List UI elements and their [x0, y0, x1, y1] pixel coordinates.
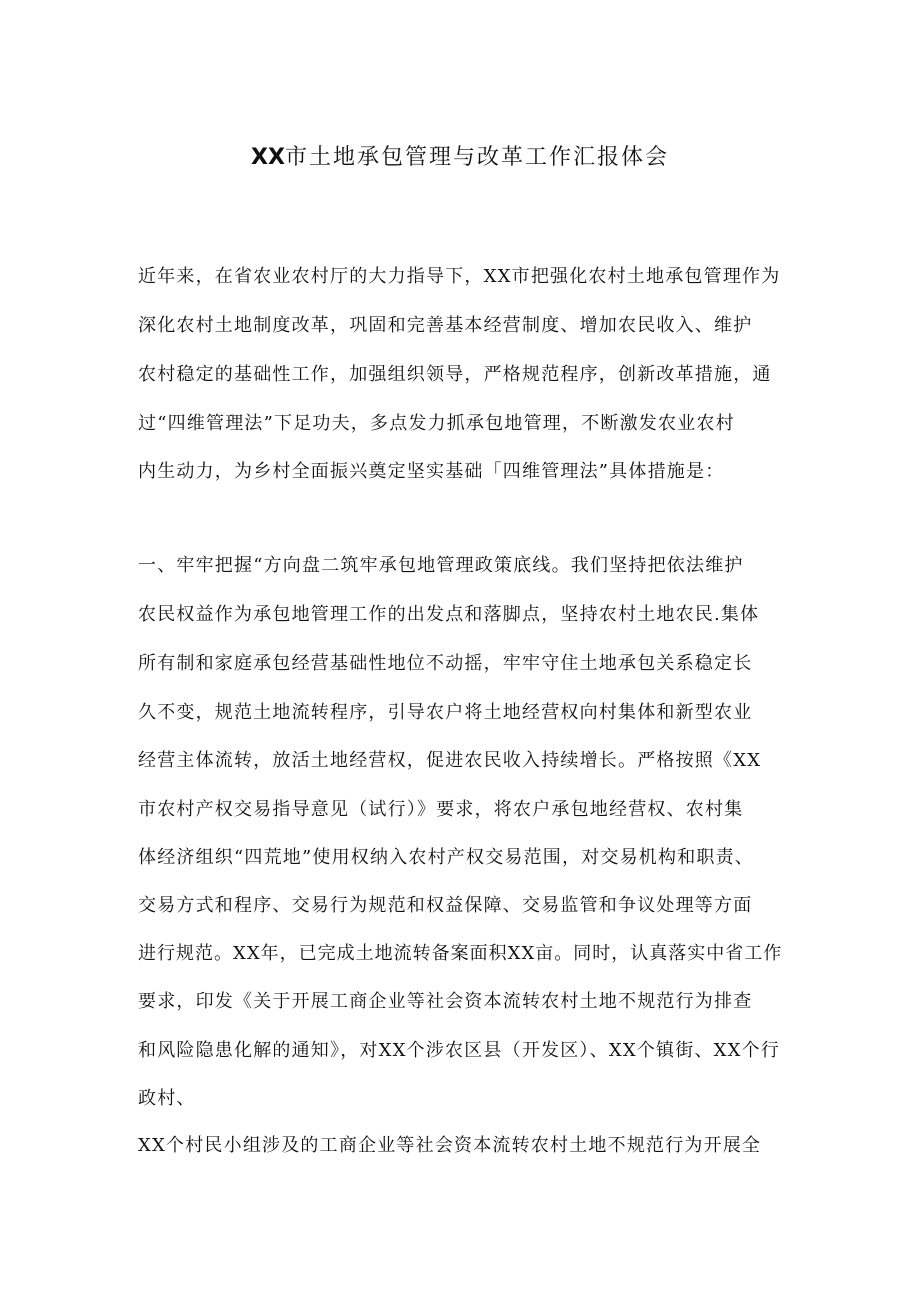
document-title [0, 143, 920, 173]
paragraph-2-line-12: 政村、 [138, 1088, 196, 1109]
paragraph-2-line-8: 交易方式和程序、交易行为规范和权益保障、交易监管和争议处理等方面 [138, 895, 753, 916]
paragraph-2-line-13: XX个村民小组涉及的工商企业等社会资本流转农村土地不规范行为开展全 [138, 1135, 762, 1156]
paragraph-1-line-1: 近年来，在省农业农村厅的大力指导下，XX市把强化农村土地承包管理作为 [138, 266, 781, 287]
paragraph-2-line-4: 久不变，规范土地流转程序，引导农户将土地经营权向村集体和新型农业 [138, 702, 753, 723]
title-prefix: XX [251, 145, 285, 170]
paragraph-2-line-2: 农民权益作为承包地管理工作的出发点和落脚点，坚持农村土地农民.集体 [138, 604, 760, 625]
paragraph-2-line-6: 市农村产权交易指导意见（试行）》要求，将农户承包地经营权、农村集 [138, 799, 744, 820]
paragraph-2-line-1: 一、牢牢把握“方向盘二筑牢承包地管理政策底线。我们坚持把依法维护 [138, 555, 744, 576]
paragraph-1-line-3: 农村稳定的基础性工作，加强组织领导，严格规范程序，创新改革措施，通 [138, 364, 772, 385]
paragraph-1-line-2: 深化农村土地制度改革，巩固和完善基本经营制度、增加农民收入、维护 [138, 315, 753, 336]
paragraph-2-line-9: 进行规范。XX年，已完成土地流转备案面积XX亩。同时，认真落实中省工作 [138, 943, 783, 964]
paragraph-2-line-10: 要求，印发《关于开展工商企业等社会资本流转农村土地不规范行为排查 [138, 991, 753, 1012]
paragraph-2-line-3: 所有制和家庭承包经营基础性地位不动摇，牢牢守住土地承包关系稳定长 [138, 653, 753, 674]
paragraph-2-line-7: 体经济组织“四荒地”使用权纳入农村产权交易范围，对交易机构和职责、 [138, 847, 755, 868]
paragraph-2-line-5: 经营主体流转，放活土地经营权，促进农民收入持续增长。严格按照《XX [138, 750, 762, 771]
title-text: 市土地承包管理与改革工作汇报体会 [284, 145, 669, 170]
paragraph-1-line-4: 过“四维管理法”下足功夫，多点发力抓承包地管理，不断激发农业农村 [138, 413, 735, 434]
paragraph-1-line-5: 内生动力，为乡村全面振兴奠定坚实基础「四维管理法”具体措施是： [138, 461, 725, 482]
paragraph-2-line-11: 和风险隐患化解的通知》，对XX个涉农区县（开发区）、XX个镇街、XX个行 [138, 1040, 781, 1061]
